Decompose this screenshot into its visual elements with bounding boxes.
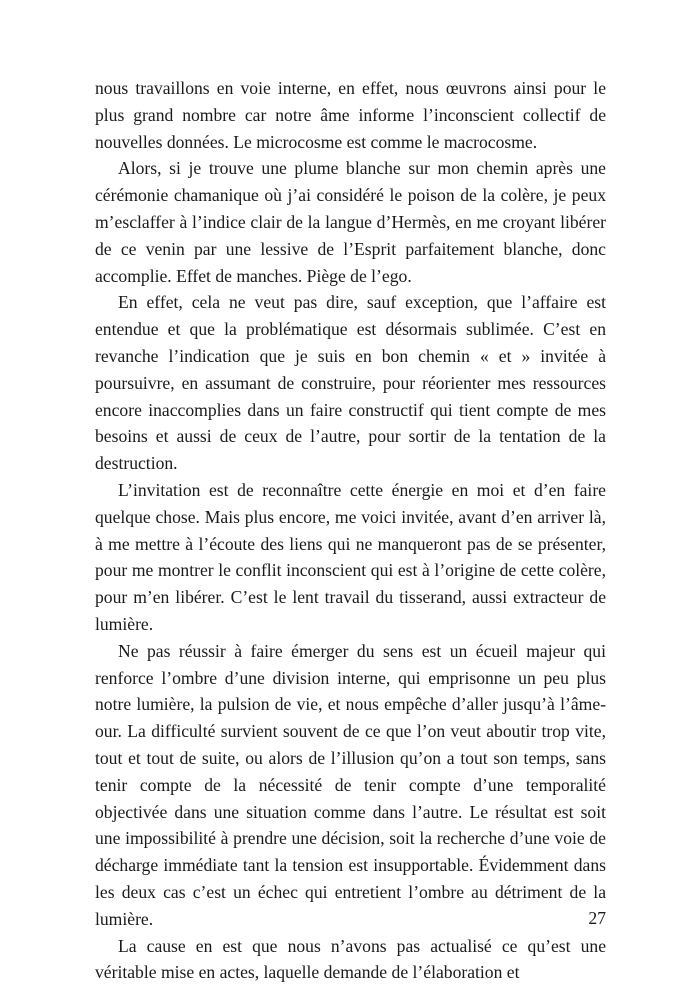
page-number: 27 — [588, 908, 606, 928]
paragraph-en-effet: En effet, cela ne veut pas dire, sauf exception, que l’affaire est entendue et que la problématique est désormais sublimée. C’est en revanche l’indication que je suis en bon chemin « et » invitée à poursuivre, en assumant de construire, pour réorienter mes ressources encore inaccomplies dans un faire constructif qui tient compte de mes besoins et aussi de ceux de l’autre, pour sortir de la tentation de la destruction. — [95, 292, 606, 474]
paragraph-continuation: nous travaillons en voie interne, en effet, nous œuvrons ainsi pour le plus grand nombre car notre âme informe l’inconscient collectif de nouvelles données. Le microcosme est comme le macrocosme. — [95, 78, 606, 152]
paragraph-invitation: L’invitation est de reconnaître cette énergie en moi et d’en faire quelque chose. Mais plus encore, me voici invitée, avant d’en arriver là, à me mettre à l’écoute des liens qui ne manqueront pas de se présenter, pour me montrer le conflit inconscient qui est à l’origine de cette colère, pour m’en libérer. C’est le lent travail du tisserand, aussi extracteur de lumière. — [95, 479, 606, 634]
paragraph-plume-blanche: Alors, si je trouve une plume blanche sur mon chemin après une cérémonie chamanique où j’ai considéré le poison de la colère, je peux m’esclaffer à l’indice clair de la langue d’Hermès, en me croyant libérer de ce venin par une lessive de l’Esprit parfaitement blanche, donc accomplie. Effet de manches. Piège de l’ego. — [95, 158, 606, 286]
paragraph-ne-pas-reussir: Ne pas réussir à faire émerger du sens est un écueil majeur qui renforce l’ombre d’une division interne, qui emprisonne un peu plus notre lumière, la pulsion de vie, et nous empêche d’aller jusqu’à l’âme-our. La difficulté survient souvent de ce que l’on veut aboutir trop vite, tout et tout de suite, ou alors de l’illusion qu’on a tout son temps, sans tenir compte de la nécessité de tenir compte d’une temporalité objectivée dans une situation comme dans l’autre. Le résultat est soit une impossibilité à prendre une décision, soit la recherche d’une voie de décharge immédiate tant la tension est insupportable. Évidemment dans les deux cas c’est un échec qui entretient l’ombre au détriment de la lumière. — [95, 640, 606, 929]
paragraph-la-cause: La cause en est que nous n’avons pas actualisé ce qu’est une véritable mise en actes, laquelle demande de l’élaboration et — [95, 935, 606, 983]
body-text — [95, 75, 606, 986]
